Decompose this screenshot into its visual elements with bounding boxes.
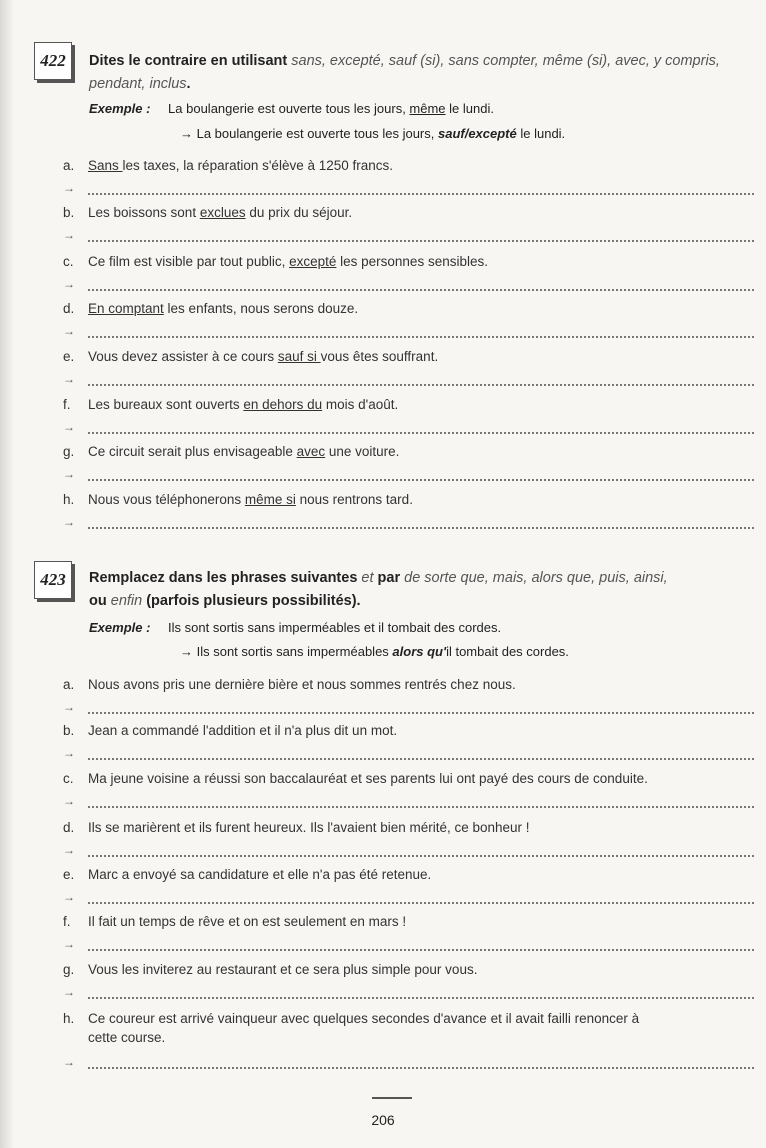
item-text: Il fait un temps de rêve et on est seulement en mars ! [88,914,407,929]
item-sentence [88,723,760,738]
instruction-bold-4: (parfois plusieurs possibilités). [142,593,361,609]
example-text-post: le lundi. [445,101,494,116]
item-letter: b. [63,723,75,738]
item-sentence [88,867,760,882]
answer-line[interactable] [0,181,766,201]
arrow-icon: → [63,372,75,386]
arrow-icon: → [63,515,75,529]
page-number-rule [372,1097,412,1099]
answer-line[interactable] [0,937,766,957]
example-answer-pre: → Ils sont sortis sans imperméables [180,644,393,659]
instruction-end: . [186,76,191,92]
example-answer-key: alors qu' [392,644,447,659]
answer-line[interactable] [0,890,766,910]
item-text-post: du prix du séjour. [245,205,353,220]
item-letter: b. [63,205,75,220]
item-sentence [88,820,760,835]
item-letter: f. [63,914,71,929]
item-sentence [88,677,760,692]
item-text-post: nous rentrons tard. [295,492,413,507]
arrow-icon: → [63,985,75,999]
example-answer [180,644,569,659]
answer-line[interactable] [0,746,766,766]
answer-dotted-line[interactable] [88,240,754,242]
answer-dotted-line[interactable] [88,855,754,857]
answer-dotted-line[interactable] [88,479,754,481]
instruction-italic: sans, excepté, sauf (si), sans compter, même (si), avec, y compris, pendant, inclus [89,53,720,92]
item-sentence [88,444,760,459]
answer-dotted-line[interactable] [88,806,754,808]
instruction-italic-1: et [361,570,374,586]
item-text-underlined: même si [244,492,296,507]
answer-line[interactable] [0,420,766,440]
answer-line[interactable] [0,843,766,863]
answer-dotted-line[interactable] [88,902,754,904]
item-letter: d. [63,301,75,316]
arrow-icon: → [63,700,75,714]
item-sentence [88,301,760,316]
answer-dotted-line[interactable] [88,1067,754,1069]
answer-line[interactable] [0,324,766,344]
answer-dotted-line[interactable] [88,758,754,760]
example-label: Exemple : [89,101,151,116]
item-letter: h. [63,1011,75,1026]
instruction-bold: Dites le contraire en utilisant [89,53,292,69]
answer-dotted-line[interactable] [88,336,754,338]
arrow-icon: → [63,1055,75,1069]
answer-line[interactable] [0,515,766,535]
item-letter: c. [63,254,74,269]
item-text: Ils se marièrent et ils furent heureux. Ils l'avaient bien mérité, ce bonheur ! [88,820,530,835]
item-text: Vous les inviterez au restaurant et ce sera plus simple pour vous. [88,962,478,977]
item-sentence [88,492,760,507]
item-letter: c. [63,771,74,786]
answer-dotted-line[interactable] [88,193,754,195]
item-text-post: les enfants, nous serons douze. [163,301,359,316]
example-answer [180,126,565,141]
item-text-underlined: En comptant [88,301,164,316]
page-number: 206 [371,1112,395,1128]
item-text: Jean a commandé l'addition et il n'a plus dit un mot. [88,723,398,738]
item-sentence [88,349,760,364]
item-letter: e. [63,349,75,364]
item-text-pre: Les boissons sont [88,205,200,220]
answer-line[interactable] [0,467,766,487]
answer-dotted-line[interactable] [88,949,754,951]
example-text-underlined: même [409,101,446,116]
arrow-icon: → [63,181,75,195]
item-text-pre: Nous vous téléphonerons [88,492,245,507]
answer-dotted-line[interactable] [88,289,754,291]
exercise-instruction [89,50,761,96]
example-question [89,620,501,635]
answer-line[interactable] [0,1055,766,1075]
example-answer-post: il tombait des cordes. [446,644,569,659]
item-text: Nous avons pris une dernière bière et nous sommes rentrés chez nous. [88,677,516,692]
answer-line[interactable] [0,228,766,248]
item-text-underlined: excepté [289,254,337,269]
exercise-instruction [89,567,761,613]
item-text: Ma jeune voisine a réussi son baccalauréat et ses parents lui ont payé des cours de conduite. [88,771,648,786]
item-text: Marc a envoyé sa candidature et elle n'a pas été retenue. [88,867,432,882]
item-text-underlined: exclues [199,205,246,220]
item-sentence [88,771,760,786]
item-sentence [88,158,760,173]
item-text-post: les taxes, la réparation s'élève à 1250 francs. [122,158,394,173]
item-text-underlined: sauf si [277,349,321,364]
answer-dotted-line[interactable] [88,997,754,999]
item-text-underlined: avec [296,444,326,459]
example-label: Exemple : [89,620,151,635]
arrow-icon: → [63,843,75,857]
item-sentence [88,205,760,220]
item-sentence [88,1011,760,1045]
item-text-pre: Les bureaux sont ouverts [88,397,244,412]
item-text-underlined: Sans [88,158,123,173]
item-text-post: vous êtes souffrant. [320,349,439,364]
instruction-bold-1: Remplacez dans les phrases suivantes [89,570,362,586]
item-letter: a. [63,158,75,173]
page-edge-shadow [0,0,14,1148]
exercise-number-badge [34,561,72,599]
example-text-pre: La boulangerie est ouverte tous les jours, [168,101,410,116]
exercise-number: 423 [40,570,66,589]
example-answer-pre: → La boulangerie est ouverte tous les jours, [180,126,438,141]
arrow-icon: → [63,277,75,291]
instruction-italic-2: de sorte que, mais, alors que, puis, ainsi, [404,570,668,586]
answer-dotted-line[interactable] [88,527,754,529]
item-text-post: une voiture. [325,444,400,459]
answer-line[interactable] [0,794,766,814]
answer-line[interactable] [0,985,766,1005]
arrow-icon: → [63,420,75,434]
arrow-icon: → [63,890,75,904]
item-sentence [88,397,760,412]
example-answer-key: sauf/excepté [437,126,517,141]
answer-line[interactable] [0,277,766,297]
arrow-icon: → [63,324,75,338]
arrow-icon: → [63,467,75,481]
item-letter: d. [63,820,75,835]
example-text: Ils sont sortis sans imperméables et il tombait des cordes. [168,620,502,635]
item-text-underlined: en dehors du [243,397,323,412]
item-letter: g. [63,962,75,977]
arrow-icon: → [63,794,75,808]
answer-line[interactable] [0,700,766,720]
item-letter: g. [63,444,75,459]
item-sentence [88,962,760,977]
answer-dotted-line[interactable] [88,432,754,434]
answer-dotted-line[interactable] [88,384,754,386]
item-text-continued: cette course. [88,1030,166,1045]
item-text-post: mois d'août. [322,397,399,412]
item-text-pre: Ce film est visible par tout public, [88,254,290,269]
example-answer-post: le lundi. [516,126,566,141]
arrow-icon: → [63,937,75,951]
exercise-number-badge [34,42,72,80]
arrow-icon: → [63,228,75,242]
item-letter: a. [63,677,75,692]
instruction-bold-3: ou [89,593,111,609]
answer-dotted-line[interactable] [88,712,754,714]
instruction-italic-3: enfin [110,593,143,609]
item-text-pre: Vous devez assister à ce cours [88,349,278,364]
arrow-icon: → [63,746,75,760]
answer-line[interactable] [0,372,766,392]
instruction-bold-2: par [373,570,405,586]
exercise-number: 422 [40,51,66,70]
example-question [89,101,494,116]
item-sentence [88,914,760,929]
item-letter: e. [63,867,75,882]
item-letter: h. [63,492,75,507]
item-sentence [88,254,760,269]
item-text-pre: Ce circuit serait plus envisageable [88,444,297,459]
item-text: Ce coureur est arrivé vainqueur avec quelques secondes d'avance et il avait failli renoncer à [88,1011,640,1026]
item-letter: f. [63,397,71,412]
item-text-post: les personnes sensibles. [336,254,488,269]
